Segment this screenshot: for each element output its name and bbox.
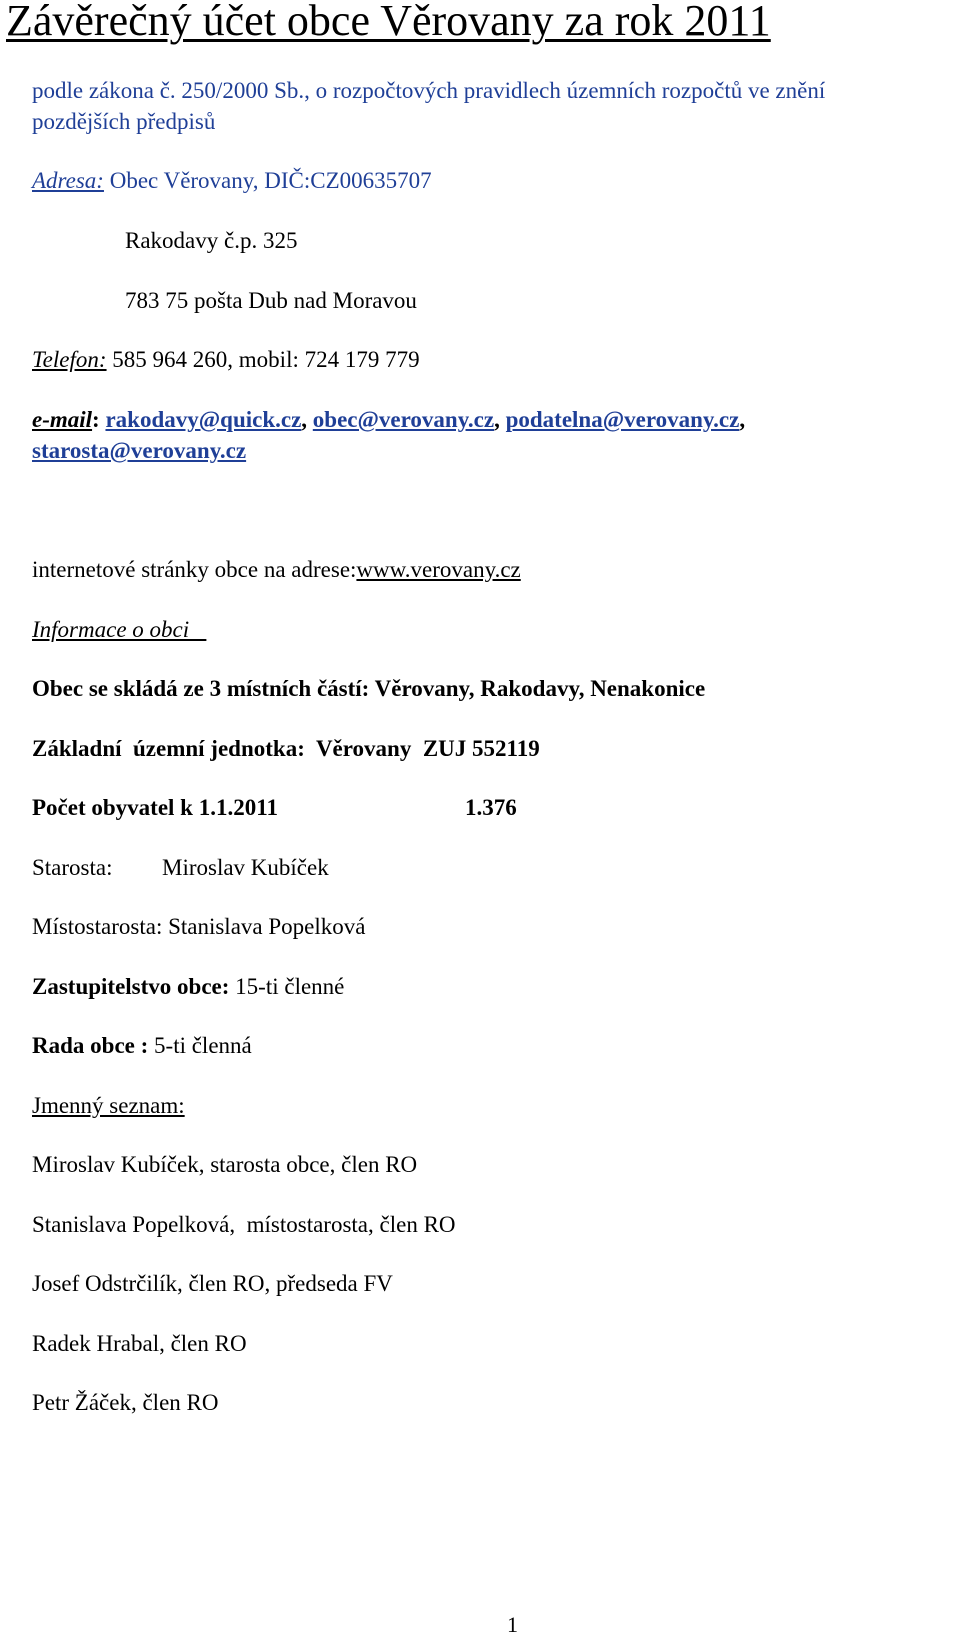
law-reference-line-2: pozdějších předpisů — [32, 109, 216, 134]
list-item: Petr Žáček, člen RO — [32, 1390, 219, 1415]
info-zuj: Základní územní jednotka: Věrovany ZUJ 552119 — [32, 736, 540, 761]
address-value: Obec Věrovany, DIČ:CZ00635707 — [103, 168, 432, 193]
population-value: 1.376 — [465, 795, 517, 820]
deputy-mayor: Místostarosta: Stanislava Popelková — [32, 914, 366, 939]
population-label: Počet obyvatel k 1.1.2011 — [32, 795, 278, 820]
board-value: 5-ti členná — [148, 1033, 252, 1058]
website-label: internetové stránky obce na adrese: — [32, 557, 357, 582]
email-separator: , — [301, 407, 313, 432]
mayor-name: Miroslav Kubíček — [162, 855, 329, 880]
council-value: 15-ti členné — [229, 974, 345, 999]
council-line — [32, 973, 344, 1001]
email-colon: : — [92, 407, 106, 432]
email-line — [32, 406, 745, 434]
council-label: Zastupitelstvo obce: — [32, 974, 230, 999]
phone-label: Telefon: — [32, 347, 107, 372]
page-title: Závěrečný účet obce Věrovany za rok 2011 — [6, 0, 771, 45]
email-link-rakodavy[interactable]: rakodavy@quick.cz — [105, 407, 302, 432]
email-trailing-comma: , — [739, 407, 746, 432]
website-link[interactable]: www.verovany.cz — [356, 557, 521, 582]
email-link-obec[interactable]: obec@verovany.cz — [312, 407, 495, 432]
phone-value: 585 964 260, mobil: 724 179 779 — [106, 347, 420, 372]
members-heading: Jmenný seznam: — [32, 1093, 185, 1118]
address-street: Rakodavy č.p. 325 — [125, 228, 298, 253]
list-item: Stanislava Popelková, místostarosta, člen RO — [32, 1212, 456, 1237]
list-item: Miroslav Kubíček, starosta obce, člen RO — [32, 1152, 418, 1177]
address-line — [32, 167, 432, 195]
board-line — [32, 1032, 252, 1060]
phone-line — [32, 346, 420, 374]
email-separator: , — [494, 407, 506, 432]
website-line — [32, 556, 521, 584]
email-link-podatelna[interactable]: podatelna@verovany.cz — [505, 407, 740, 432]
page-number: 1 — [507, 1612, 518, 1637]
email-link-starosta[interactable]: starosta@verovany.cz — [32, 438, 247, 463]
email-label: e-mail — [32, 407, 93, 432]
info-local-parts: Obec se skládá ze 3 místních částí: Věrovany, Rakodavy, Nenakonice — [32, 676, 706, 701]
law-reference-line-1: podle zákona č. 250/2000 Sb., o rozpočtových pravidlech územních rozpočtů ve znění — [32, 78, 826, 103]
list-item: Josef Odstrčilík, člen RO, předseda FV — [32, 1271, 393, 1296]
address-postal: 783 75 pošta Dub nad Moravou — [125, 288, 417, 313]
board-label: Rada obce : — [32, 1033, 149, 1058]
mayor-label: Starosta: — [32, 855, 113, 880]
info-heading: Informace o obci — [32, 617, 207, 642]
email-line-2 — [32, 437, 246, 465]
list-item: Radek Hrabal, člen RO — [32, 1331, 247, 1356]
address-label: Adresa: — [32, 168, 104, 193]
